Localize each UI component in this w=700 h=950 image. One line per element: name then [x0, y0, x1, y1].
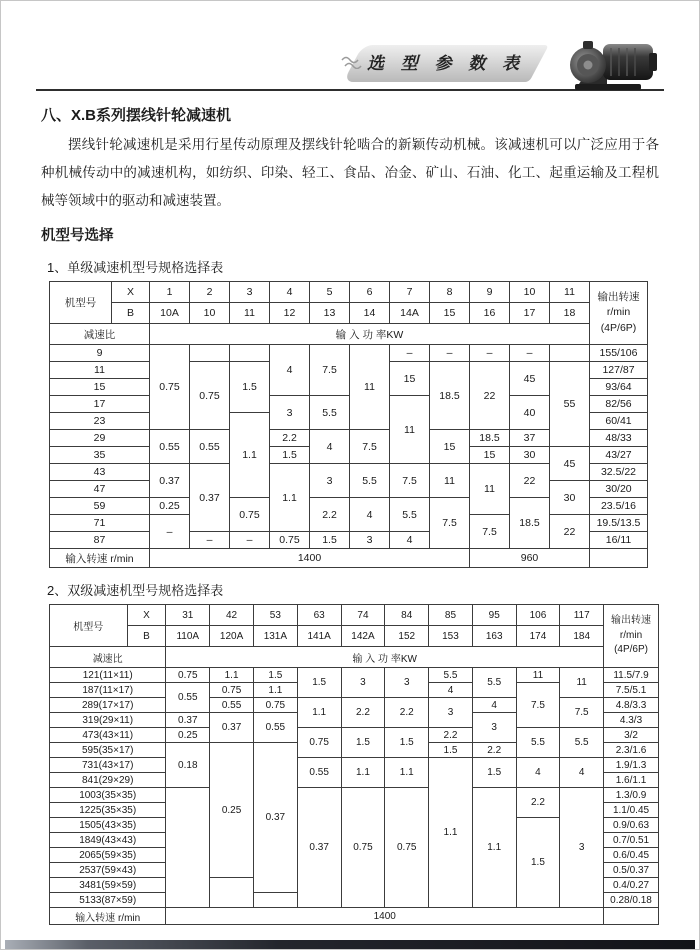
- ratio-cell: 15: [50, 379, 150, 396]
- power-cell: 22: [550, 515, 590, 549]
- power-cell: 2.2: [270, 430, 310, 447]
- x-value-header: 117: [560, 605, 604, 626]
- power-cell: 0.55: [190, 430, 230, 464]
- table-caption: 2、双级减速机型号规格选择表: [47, 583, 224, 598]
- power-cell: [210, 878, 254, 908]
- power-cell: 3: [341, 668, 385, 698]
- power-cell: 5.5: [560, 728, 604, 758]
- table-row: [50, 758, 659, 773]
- x-value-header: 95: [472, 605, 516, 626]
- b-value-header: 12: [270, 303, 310, 324]
- power-cell: 1.1: [253, 683, 297, 698]
- output-speed-cell: 11.5/7.9: [604, 668, 659, 683]
- power-cell: 11: [560, 668, 604, 698]
- power-cell: 1.5: [253, 668, 297, 683]
- input-speed-row: [50, 908, 659, 925]
- power-cell: 0.37: [166, 713, 210, 728]
- power-cell: 1.5: [297, 668, 341, 698]
- power-cell: 11: [390, 396, 430, 464]
- power-cell: [166, 788, 210, 908]
- power-cell: 2.2: [516, 788, 560, 818]
- ratio-cell: 5133(87×59): [50, 893, 166, 908]
- ratio-header: 减速比: [50, 324, 150, 345]
- x-value-header: 84: [385, 605, 429, 626]
- ratio-cell: 2537(59×43): [50, 863, 166, 878]
- power-cell: 0.55: [166, 683, 210, 713]
- power-cell: 1.1: [230, 413, 270, 498]
- x-value-header: 63: [297, 605, 341, 626]
- gear-motor-image: [563, 39, 661, 91]
- banner-title: 选 型 参 数 表: [367, 54, 525, 73]
- power-cell: 0.75: [297, 728, 341, 758]
- ratio-cell: 473(43×11): [50, 728, 166, 743]
- section-heading: 八、X.B系列摆线针轮减速机: [41, 107, 232, 124]
- power-cell: 0.55: [150, 430, 190, 464]
- ratio-header: 减速比: [50, 647, 166, 668]
- table-row: [50, 668, 659, 683]
- input-speed-value: 1400: [166, 908, 604, 925]
- power-cell: –: [470, 345, 510, 362]
- b-value-header: 10A: [150, 303, 190, 324]
- ratio-cell: 187(11×17): [50, 683, 166, 698]
- output-speed-cell: 4.3/3: [604, 713, 659, 728]
- power-cell: 18.5: [430, 362, 470, 430]
- power-cell: 4: [472, 698, 516, 713]
- output-speed-cell: 1.9/1.3: [604, 758, 659, 773]
- output-speed-cell: 0.5/0.37: [604, 863, 659, 878]
- single-stage-table: [49, 281, 648, 568]
- ratio-cell: 71: [50, 515, 150, 532]
- power-cell: 0.37: [253, 743, 297, 893]
- input-speed-value: [604, 908, 659, 925]
- power-cell: 7.5: [560, 698, 604, 728]
- output-speed-cell: 0.28/0.18: [604, 893, 659, 908]
- page-content: [1, 104, 699, 925]
- x-value-header: 42: [210, 605, 254, 626]
- b-value-header: 120A: [210, 626, 254, 647]
- power-cell: 3: [472, 713, 516, 743]
- output-speed-cell: 60/41: [590, 413, 648, 430]
- power-cell: 5.5: [516, 728, 560, 758]
- power-cell: 30: [510, 447, 550, 464]
- ratio-cell: 59: [50, 498, 150, 515]
- x-value-header: 9: [470, 282, 510, 303]
- ratio-cell: 319(29×11): [50, 713, 166, 728]
- x-value-header: 31: [166, 605, 210, 626]
- input-speed-row: [50, 549, 648, 568]
- output-speed-cell: 127/87: [590, 362, 648, 379]
- table-row: [50, 788, 659, 803]
- power-cell: 1.5: [230, 362, 270, 413]
- b-value-header: 152: [385, 626, 429, 647]
- power-cell: 0.25: [150, 498, 190, 515]
- power-cell: 0.55: [253, 713, 297, 743]
- power-cell: 0.75: [385, 788, 429, 908]
- b-value-header: 11: [230, 303, 270, 324]
- ratio-cell: 35: [50, 447, 150, 464]
- power-cell: 1.1: [472, 788, 516, 908]
- input-speed-label: 输入转速 r/min: [50, 908, 166, 925]
- input-power-header: 输 入 功 率KW: [166, 647, 604, 668]
- model-selection-heading: 机型号选择: [41, 228, 114, 244]
- power-cell: 3: [310, 464, 350, 498]
- output-speed-cell: 30/20: [590, 481, 648, 498]
- power-cell: 0.75: [230, 498, 270, 532]
- double-stage-table: [49, 604, 659, 925]
- power-cell: 0.75: [270, 532, 310, 549]
- power-cell: 55: [550, 362, 590, 447]
- output-speed-cell: 3/2: [604, 728, 659, 743]
- output-speed-header: 输出转速 r/min (4P/6P): [590, 282, 648, 345]
- x-value-header: 3: [230, 282, 270, 303]
- table-row: [50, 728, 659, 743]
- output-speed-cell: 43/27: [590, 447, 648, 464]
- power-cell: 4: [310, 430, 350, 464]
- b-value-header: 174: [516, 626, 560, 647]
- power-cell: 5.5: [472, 668, 516, 698]
- power-cell: 0.75: [150, 345, 190, 430]
- ratio-cell: 841(29×29): [50, 773, 166, 788]
- power-cell: 0.75: [253, 698, 297, 713]
- output-speed-header: 输出转速 r/min (4P/6P): [604, 605, 659, 668]
- x-value-header: 53: [253, 605, 297, 626]
- bottom-gradient-bar: [5, 940, 695, 949]
- power-cell: 45: [510, 362, 550, 396]
- ratio-cell: 121(11×11): [50, 668, 166, 683]
- output-speed-cell: 19.5/13.5: [590, 515, 648, 532]
- output-speed-cell: 2.3/1.6: [604, 743, 659, 758]
- x-row-label: X: [127, 605, 166, 626]
- power-cell: 4: [429, 683, 473, 698]
- output-speed-cell: 4.8/3.3: [604, 698, 659, 713]
- output-speed-cell: 0.7/0.51: [604, 833, 659, 848]
- x-value-header: 6: [350, 282, 390, 303]
- power-cell: [253, 893, 297, 908]
- power-cell: 5.5: [390, 498, 430, 532]
- power-cell: 5.5: [350, 464, 390, 498]
- power-cell: 1.5: [472, 758, 516, 788]
- output-speed-cell: 0.4/0.27: [604, 878, 659, 893]
- power-cell: 7.5: [390, 464, 430, 498]
- power-cell: 1.5: [385, 728, 429, 758]
- power-cell: 37: [510, 430, 550, 447]
- b-value-header: 153: [429, 626, 473, 647]
- output-speed-cell: 23.5/16: [590, 498, 648, 515]
- output-speed-cell: 7.5/5.1: [604, 683, 659, 698]
- power-cell: 2.2: [472, 743, 516, 758]
- power-cell: 30: [550, 481, 590, 515]
- power-cell: [190, 345, 230, 362]
- power-cell: 0.75: [166, 668, 210, 683]
- output-speed-cell: 0.6/0.45: [604, 848, 659, 863]
- ratio-cell: 731(43×17): [50, 758, 166, 773]
- input-speed-value: [590, 549, 648, 568]
- power-cell: 1.1: [429, 758, 473, 908]
- power-cell: 3: [270, 396, 310, 430]
- power-cell: 0.25: [210, 743, 254, 878]
- power-cell: 2.2: [385, 698, 429, 728]
- b-value-header: 184: [560, 626, 604, 647]
- power-cell: 0.18: [166, 743, 210, 788]
- power-cell: 2.2: [341, 698, 385, 728]
- b-value-header: 15: [430, 303, 470, 324]
- table-row: [50, 345, 648, 362]
- x-value-header: 106: [516, 605, 560, 626]
- power-cell: 40: [510, 396, 550, 430]
- power-cell: 0.55: [297, 758, 341, 788]
- input-power-header: 输 入 功 率KW: [150, 324, 590, 345]
- ratio-cell: 43: [50, 464, 150, 481]
- b-value-header: 14A: [390, 303, 430, 324]
- output-speed-cell: 16/11: [590, 532, 648, 549]
- power-cell: 3: [350, 532, 390, 549]
- power-cell: 7.5: [516, 683, 560, 728]
- power-cell: 7.5: [350, 430, 390, 464]
- power-cell: 2.2: [429, 728, 473, 743]
- ratio-cell: 2065(59×35): [50, 848, 166, 863]
- model-header: 机型号: [50, 605, 128, 647]
- power-cell: 1.5: [270, 447, 310, 464]
- b-value-header: 16: [470, 303, 510, 324]
- power-cell: 0.75: [210, 683, 254, 698]
- power-cell: 4: [516, 758, 560, 788]
- banner-band: [343, 45, 549, 82]
- b-value-header: 18: [550, 303, 590, 324]
- power-cell: 7.5: [430, 498, 470, 549]
- power-cell: 1.1: [385, 758, 429, 788]
- banner-squiggle-icon: [341, 55, 367, 69]
- power-cell: 4: [270, 345, 310, 396]
- output-speed-cell: 82/56: [590, 396, 648, 413]
- b-value-header: 13: [310, 303, 350, 324]
- output-speed-cell: 48/33: [590, 430, 648, 447]
- ratio-cell: 9: [50, 345, 150, 362]
- ratio-cell: 3481(59×59): [50, 878, 166, 893]
- ratio-cell: 87: [50, 532, 150, 549]
- power-cell: 15: [470, 447, 510, 464]
- x-value-header: 74: [341, 605, 385, 626]
- power-cell: 4: [560, 758, 604, 788]
- b-value-header: 17: [510, 303, 550, 324]
- output-speed-cell: 93/64: [590, 379, 648, 396]
- table-caption: 1、单级减速机型号规格选择表: [47, 260, 224, 275]
- x-value-header: 85: [429, 605, 473, 626]
- b-value-header: 10: [190, 303, 230, 324]
- b-value-header: 131A: [253, 626, 297, 647]
- ratio-cell: 1003(35×35): [50, 788, 166, 803]
- b-row-label: B: [127, 626, 166, 647]
- power-cell: 1.5: [516, 818, 560, 908]
- output-speed-cell: 32.5/22: [590, 464, 648, 481]
- output-speed-cell: 0.9/0.63: [604, 818, 659, 833]
- power-cell: 11: [470, 464, 510, 515]
- output-speed-cell: 1.1/0.45: [604, 803, 659, 818]
- ratio-cell: 23: [50, 413, 150, 430]
- power-cell: –: [510, 345, 550, 362]
- x-value-header: 4: [270, 282, 310, 303]
- tables-area: [49, 257, 659, 925]
- power-cell: 15: [430, 430, 470, 464]
- table-row: [50, 698, 659, 713]
- power-cell: 11: [430, 464, 470, 498]
- power-cell: 1.1: [210, 668, 254, 683]
- power-cell: –: [150, 515, 190, 549]
- x-value-header: 8: [430, 282, 470, 303]
- power-cell: 0.55: [210, 698, 254, 713]
- ratio-cell: 29: [50, 430, 150, 447]
- b-value-header: 141A: [297, 626, 341, 647]
- power-cell: 22: [510, 464, 550, 498]
- power-cell: 1.5: [341, 728, 385, 758]
- power-cell: 0.75: [341, 788, 385, 908]
- power-cell: –: [390, 345, 430, 362]
- b-value-header: 142A: [341, 626, 385, 647]
- power-cell: 45: [550, 447, 590, 481]
- ratio-cell: 17: [50, 396, 150, 413]
- power-cell: 18.5: [470, 430, 510, 447]
- power-cell: 0.37: [210, 713, 254, 743]
- power-cell: [550, 345, 590, 362]
- b-row-label: B: [112, 303, 150, 324]
- power-cell: 0.25: [166, 728, 210, 743]
- power-cell: 0.75: [190, 362, 230, 430]
- power-cell: 4: [390, 532, 430, 549]
- ratio-cell: 1849(43×43): [50, 833, 166, 848]
- power-cell: 18.5: [510, 498, 550, 549]
- power-cell: 7.5: [310, 345, 350, 396]
- power-cell: 1.5: [310, 532, 350, 549]
- power-cell: –: [430, 345, 470, 362]
- b-value-header: 14: [350, 303, 390, 324]
- input-speed-label: 输入转速 r/min: [50, 549, 150, 568]
- x-value-header: 10: [510, 282, 550, 303]
- power-cell: [230, 345, 270, 362]
- power-cell: 1.1: [297, 698, 341, 728]
- power-cell: 1.1: [270, 464, 310, 532]
- power-cell: 15: [390, 362, 430, 396]
- intro-paragraph: 摆线针轮减速机是采用行星传动原理及摆线针轮啮合的新颖传动机械。该减速机可以广泛应用于各种机械传动中的减速机构，如纺织、印染、轻工、食品、冶金、矿山、石油、化工、起重运输及工程机械等领域中的驱动和减速装置。: [41, 137, 659, 208]
- ratio-cell: 1225(35×35): [50, 803, 166, 818]
- input-speed-value: 1400: [150, 549, 470, 568]
- power-cell: 0.37: [297, 788, 341, 908]
- power-cell: 0.37: [190, 464, 230, 532]
- power-cell: 11: [516, 668, 560, 683]
- b-value-header: 110A: [166, 626, 210, 647]
- output-speed-cell: 1.3/0.9: [604, 788, 659, 803]
- power-cell: 2.2: [310, 498, 350, 532]
- model-header: 机型号: [50, 282, 112, 324]
- power-cell: 5.5: [310, 396, 350, 430]
- x-value-header: 1: [150, 282, 190, 303]
- ratio-cell: 595(35×17): [50, 743, 166, 758]
- x-value-header: 11: [550, 282, 590, 303]
- power-cell: 5.5: [429, 668, 473, 683]
- x-value-header: 5: [310, 282, 350, 303]
- x-row-label: X: [112, 282, 150, 303]
- power-cell: 1.5: [429, 743, 473, 758]
- power-cell: 4: [350, 498, 390, 532]
- power-cell: 11: [350, 345, 390, 430]
- ratio-cell: 289(17×17): [50, 698, 166, 713]
- ratio-cell: 1505(43×35): [50, 818, 166, 833]
- power-cell: 22: [470, 362, 510, 430]
- x-value-header: 2: [190, 282, 230, 303]
- power-cell: 0.37: [150, 464, 190, 498]
- power-cell: –: [190, 532, 230, 549]
- power-cell: 3: [560, 788, 604, 908]
- input-speed-value: 960: [470, 549, 590, 568]
- power-cell: 7.5: [470, 515, 510, 549]
- ratio-cell: 47: [50, 481, 150, 498]
- power-cell: 1.1: [341, 758, 385, 788]
- b-value-header: 163: [472, 626, 516, 647]
- ratio-cell: 11: [50, 362, 150, 379]
- output-speed-cell: 155/106: [590, 345, 648, 362]
- output-speed-cell: 1.6/1.1: [604, 773, 659, 788]
- x-value-header: 7: [390, 282, 430, 303]
- power-cell: 3: [385, 668, 429, 698]
- power-cell: –: [230, 532, 270, 549]
- power-cell: 3: [429, 698, 473, 728]
